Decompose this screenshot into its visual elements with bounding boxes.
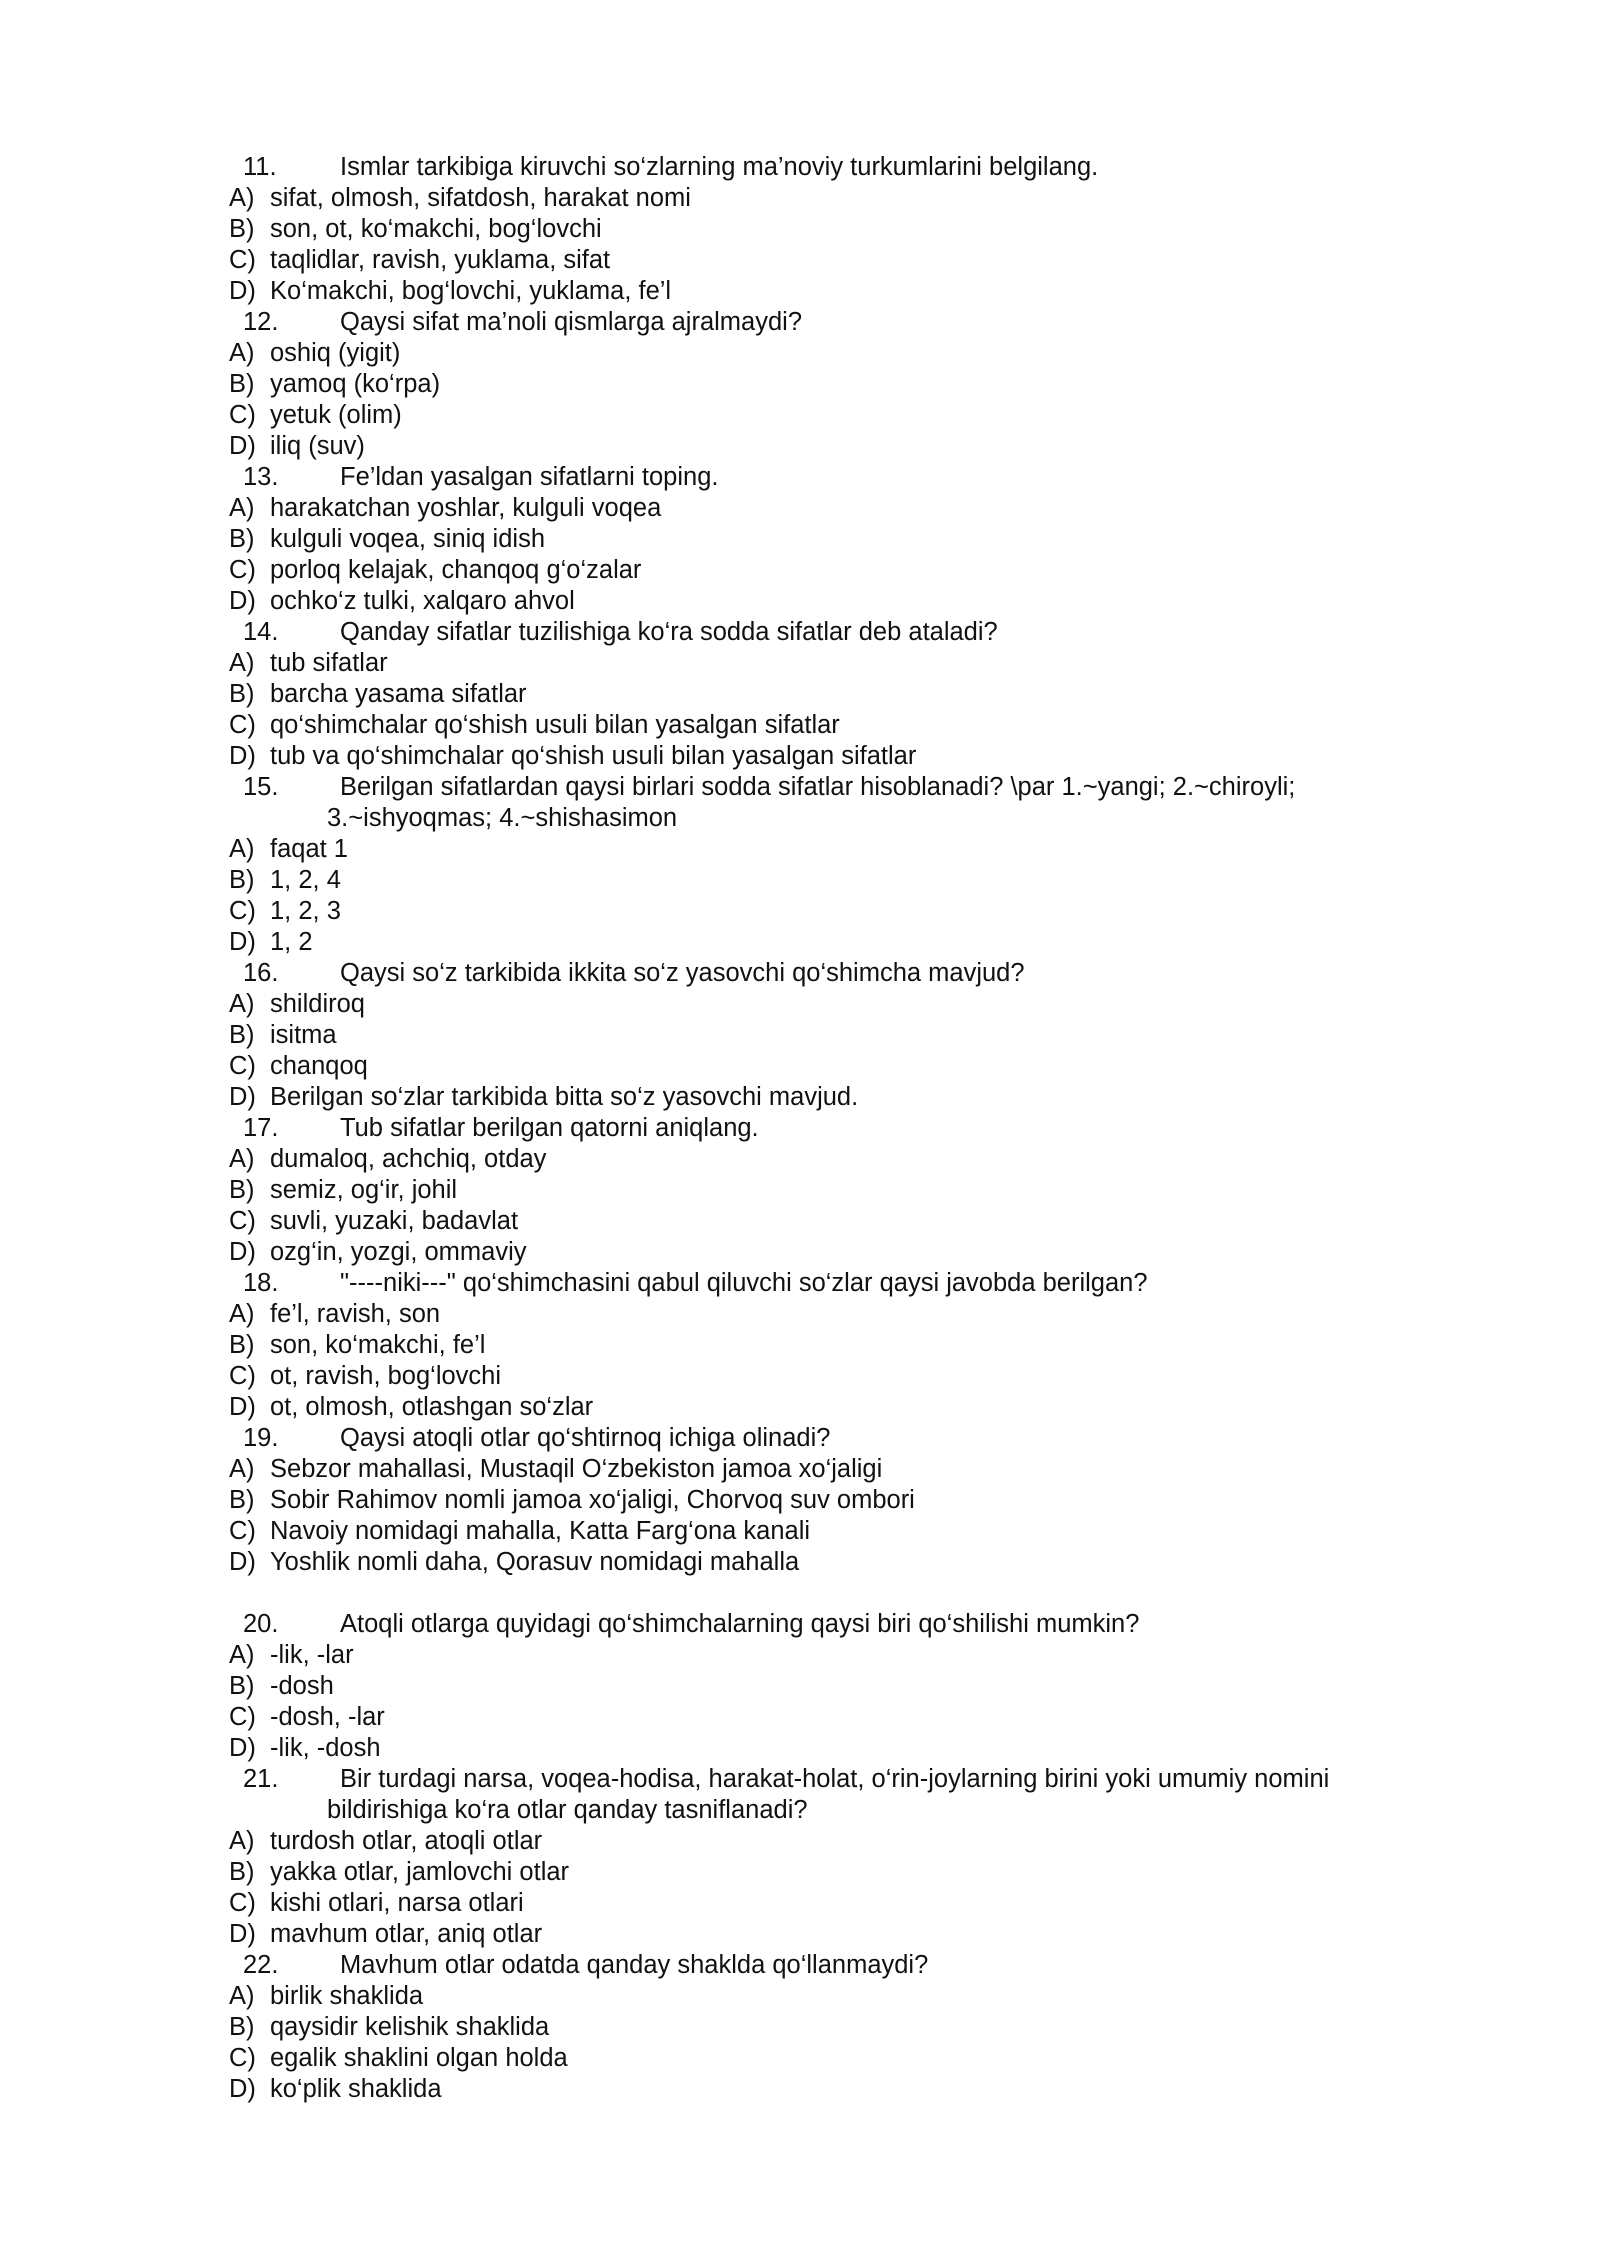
- question-number: 14.: [243, 618, 279, 646]
- question-17: [229, 1113, 1429, 1268]
- option-letter: B): [229, 1858, 255, 1886]
- option-text: fe’l, ravish, son: [270, 1300, 441, 1328]
- option-letter: A): [229, 1300, 255, 1328]
- question-stem: [229, 1423, 1429, 1454]
- option-text: 1, 2, 4: [270, 866, 341, 894]
- question-text-line: Berilgan sifatlardan qaysi birlari sodda sifatlar hisoblanadi? \par 1.~yangi; 2.~chiroyli;: [340, 773, 1296, 801]
- option-text: sifat, olmosh, sifatdosh, harakat nomi: [270, 184, 691, 212]
- answer-option-a: [229, 1640, 1429, 1671]
- option-text: 1, 2: [270, 928, 313, 956]
- question-text-line: Bir turdagi narsa, voqea-hodisa, harakat-holat, o‘rin-joylarning birini yoki umumiy nomini: [340, 1765, 1330, 1793]
- option-letter: A): [229, 1827, 255, 1855]
- answer-option-d: [229, 2074, 1429, 2105]
- option-letter: D): [229, 1238, 256, 1266]
- question-text-continuation: bildirishiga ko‘ra otlar qanday tasniflanadi?: [327, 1796, 808, 1824]
- question-text-line: Tub sifatlar berilgan qatorni aniqlang.: [340, 1114, 759, 1142]
- option-letter: B): [229, 370, 255, 398]
- option-letter: D): [229, 1083, 256, 1111]
- question-number: 21.: [243, 1765, 279, 1793]
- answer-option-b: [229, 1330, 1429, 1361]
- option-text: ochko‘z tulki, xalqaro ahvol: [270, 587, 575, 615]
- option-text: Berilgan so‘zlar tarkibida bitta so‘z yasovchi mavjud.: [270, 1083, 859, 1111]
- answer-option-b: [229, 865, 1429, 896]
- option-letter: A): [229, 990, 255, 1018]
- option-text: Sobir Rahimov nomli jamoa xo‘jaligi, Chorvoq suv ombori: [270, 1486, 915, 1514]
- question-16: [229, 958, 1429, 1113]
- test-document: [229, 152, 1429, 2105]
- question-text-line: "----niki---" qo‘shimchasini qabul qiluvchi so‘zlar qaysi javobda berilgan?: [340, 1269, 1148, 1297]
- question-22: [229, 1950, 1429, 2105]
- question-number: 15.: [243, 773, 279, 801]
- question-21: [229, 1764, 1429, 1950]
- question-text-line: Qaysi so‘z tarkibida ikkita so‘z yasovchi qo‘shimcha mavjud?: [340, 959, 1025, 987]
- option-letter: C): [229, 1207, 256, 1235]
- question-number: 16.: [243, 959, 279, 987]
- answer-option-a: [229, 1981, 1429, 2012]
- answer-option-c: [229, 1361, 1429, 1392]
- option-letter: A): [229, 339, 255, 367]
- option-letter: C): [229, 1889, 256, 1917]
- option-text: harakatchan yoshlar, kulguli voqea: [270, 494, 662, 522]
- question-text: [340, 1423, 1429, 1454]
- question-number: 18.: [243, 1269, 279, 1297]
- question-19: [229, 1423, 1429, 1578]
- answer-option-d: [229, 741, 1429, 772]
- answer-option-c: [229, 1702, 1429, 1733]
- question-number: 13.: [243, 463, 279, 491]
- answer-option-b: [229, 369, 1429, 400]
- question-text: [340, 462, 1429, 493]
- question-stem: [229, 1764, 1429, 1826]
- answer-option-d: [229, 276, 1429, 307]
- answer-option-a: [229, 1454, 1429, 1485]
- question-text-line: Qaysi atoqli otlar qo‘shtirnoq ichiga olinadi?: [340, 1424, 831, 1452]
- option-text: son, ot, ko‘makchi, bog‘lovchi: [270, 215, 602, 243]
- option-letter: B): [229, 1672, 255, 1700]
- option-letter: A): [229, 1455, 255, 1483]
- option-letter: B): [229, 1331, 255, 1359]
- option-text: Ko‘makchi, bog‘lovchi, yuklama, fe’l: [270, 277, 672, 305]
- answer-option-a: [229, 989, 1429, 1020]
- answer-option-d: [229, 1082, 1429, 1113]
- answer-option-d: [229, 1919, 1429, 1950]
- question-stem: [229, 772, 1429, 834]
- option-text: suvli, yuzaki, badavlat: [270, 1207, 519, 1235]
- question-number: 11.: [243, 153, 277, 181]
- option-text: son, ko‘makchi, fe’l: [270, 1331, 486, 1359]
- option-text: tub va qo‘shimchalar qo‘shish usuli bilan yasalgan sifatlar: [270, 742, 917, 770]
- option-text: birlik shaklida: [270, 1982, 424, 2010]
- option-text: tub sifatlar: [270, 649, 388, 677]
- option-text: qo‘shimchalar qo‘shish usuli bilan yasalgan sifatlar: [270, 711, 840, 739]
- answer-option-d: [229, 1733, 1429, 1764]
- answer-option-a: [229, 183, 1429, 214]
- question-stem: [229, 1113, 1429, 1144]
- option-letter: D): [229, 277, 256, 305]
- answer-option-c: [229, 400, 1429, 431]
- answer-option-a: [229, 338, 1429, 369]
- question-text-line: Fe’ldan yasalgan sifatlarni toping.: [340, 463, 719, 491]
- option-letter: C): [229, 1703, 256, 1731]
- answer-option-d: [229, 1547, 1429, 1578]
- option-letter: A): [229, 184, 255, 212]
- option-text: barcha yasama sifatlar: [270, 680, 527, 708]
- answer-option-a: [229, 493, 1429, 524]
- answer-option-c: [229, 1516, 1429, 1547]
- option-letter: C): [229, 2044, 256, 2072]
- option-text: yamoq (ko‘rpa): [270, 370, 441, 398]
- option-text: isitma: [270, 1021, 337, 1049]
- question-text: [327, 772, 1429, 834]
- option-text: -dosh, -lar: [270, 1703, 385, 1731]
- question-18: [229, 1268, 1429, 1423]
- option-letter: B): [229, 1176, 255, 1204]
- option-text: mavhum otlar, aniq otlar: [270, 1920, 543, 1948]
- question-11: [229, 152, 1429, 307]
- option-text: 1, 2, 3: [270, 897, 341, 925]
- answer-option-b: [229, 1485, 1429, 1516]
- question-number: 20.: [243, 1610, 279, 1638]
- question-text-line: Qanday sifatlar tuzilishiga ko‘ra sodda sifatlar deb ataladi?: [340, 618, 998, 646]
- option-text: ko‘plik shaklida: [270, 2075, 442, 2103]
- option-text: kishi otlari, narsa otlari: [270, 1889, 524, 1917]
- option-text: qaysidir kelishik shaklida: [270, 2013, 550, 2041]
- question-stem: [229, 1268, 1429, 1299]
- question-text-line: Mavhum otlar odatda qanday shaklda qo‘llanmaydi?: [340, 1951, 929, 1979]
- answer-option-d: [229, 586, 1429, 617]
- option-letter: A): [229, 1982, 255, 2010]
- answer-option-a: [229, 1144, 1429, 1175]
- option-letter: D): [229, 928, 256, 956]
- option-text: semiz, og‘ir, johil: [270, 1176, 458, 1204]
- option-letter: C): [229, 401, 256, 429]
- question-text-line: Ismlar tarkibiga kiruvchi so‘zlarning ma’noviy turkumlarini belgilang.: [340, 153, 1099, 181]
- answer-option-b: [229, 524, 1429, 555]
- option-letter: A): [229, 494, 255, 522]
- answer-option-b: [229, 1020, 1429, 1051]
- question-stem: [229, 462, 1429, 493]
- option-text: turdosh otlar, atoqli otlar: [270, 1827, 543, 1855]
- question-text: [340, 152, 1429, 183]
- option-letter: D): [229, 432, 256, 460]
- option-letter: C): [229, 556, 256, 584]
- answer-option-a: [229, 1826, 1429, 1857]
- question-20: [229, 1609, 1429, 1764]
- answer-option-a: [229, 834, 1429, 865]
- option-text: -dosh: [270, 1672, 334, 1700]
- option-text: ot, olmosh, otlashgan so‘zlar: [270, 1393, 594, 1421]
- option-letter: A): [229, 1145, 255, 1173]
- option-letter: D): [229, 2075, 256, 2103]
- question-number: 19.: [243, 1424, 279, 1452]
- answer-option-c: [229, 710, 1429, 741]
- answer-option-d: [229, 927, 1429, 958]
- option-text: yakka otlar, jamlovchi otlar: [270, 1858, 570, 1886]
- option-text: chanqoq: [270, 1052, 368, 1080]
- answer-option-c: [229, 555, 1429, 586]
- answer-option-c: [229, 2043, 1429, 2074]
- question-number: 12.: [243, 308, 279, 336]
- option-text: porloq kelajak, chanqoq g‘o‘zalar: [270, 556, 642, 584]
- question-stem: [229, 958, 1429, 989]
- question-text: [340, 1268, 1429, 1299]
- option-text: dumaloq, achchiq, otday: [270, 1145, 547, 1173]
- option-text: iliq (suv): [270, 432, 365, 460]
- question-12: [229, 307, 1429, 462]
- question-15: [229, 772, 1429, 958]
- question-text: [340, 307, 1429, 338]
- question-text: [340, 1113, 1429, 1144]
- option-letter: A): [229, 1641, 255, 1669]
- answer-option-b: [229, 2012, 1429, 2043]
- option-text: ot, ravish, bog‘lovchi: [270, 1362, 502, 1390]
- answer-option-b: [229, 1857, 1429, 1888]
- option-letter: C): [229, 1362, 256, 1390]
- answer-option-b: [229, 214, 1429, 245]
- question-stem: [229, 617, 1429, 648]
- option-text: Navoiy nomidagi mahalla, Katta Farg‘ona kanali: [270, 1517, 811, 1545]
- option-letter: C): [229, 711, 256, 739]
- answer-option-b: [229, 1671, 1429, 1702]
- option-text: taqlidlar, ravish, yuklama, sifat: [270, 246, 611, 274]
- answer-option-c: [229, 1888, 1429, 1919]
- option-text: yetuk (olim): [270, 401, 402, 429]
- option-letter: C): [229, 1517, 256, 1545]
- option-letter: D): [229, 1734, 256, 1762]
- question-text-line: Atoqli otlarga quyidagi qo‘shimchalarning qaysi biri qo‘shilishi mumkin?: [340, 1610, 1140, 1638]
- option-letter: A): [229, 835, 255, 863]
- question-stem: [229, 1950, 1429, 1981]
- option-letter: C): [229, 1052, 256, 1080]
- option-letter: C): [229, 246, 256, 274]
- option-text: -lik, -lar: [270, 1641, 354, 1669]
- option-text: egalik shaklini olgan holda: [270, 2044, 568, 2072]
- option-letter: B): [229, 525, 255, 553]
- answer-option-c: [229, 1206, 1429, 1237]
- answer-option-d: [229, 1392, 1429, 1423]
- option-letter: B): [229, 1021, 255, 1049]
- answer-option-c: [229, 896, 1429, 927]
- question-14: [229, 617, 1429, 772]
- option-letter: A): [229, 649, 255, 677]
- option-letter: B): [229, 680, 255, 708]
- answer-option-c: [229, 245, 1429, 276]
- option-text: oshiq (yigit): [270, 339, 401, 367]
- option-letter: B): [229, 2013, 255, 2041]
- answer-option-d: [229, 1237, 1429, 1268]
- question-text: [340, 958, 1429, 989]
- option-letter: B): [229, 1486, 255, 1514]
- answer-option-c: [229, 1051, 1429, 1082]
- option-text: -lik, -dosh: [270, 1734, 381, 1762]
- answer-option-b: [229, 679, 1429, 710]
- option-letter: D): [229, 1920, 256, 1948]
- option-text: kulguli voqea, siniq idish: [270, 525, 545, 553]
- option-letter: D): [229, 587, 256, 615]
- option-letter: B): [229, 215, 255, 243]
- question-text-continuation: 3.~ishyoqmas; 4.~shishasimon: [327, 804, 678, 832]
- option-text: Yoshlik nomli daha, Qorasuv nomidagi mahalla: [270, 1548, 800, 1576]
- question-text: [340, 1609, 1429, 1640]
- option-letter: B): [229, 866, 255, 894]
- question-text: [340, 617, 1429, 648]
- question-text: [327, 1764, 1429, 1826]
- answer-option-a: [229, 1299, 1429, 1330]
- option-letter: D): [229, 1548, 256, 1576]
- question-13: [229, 462, 1429, 617]
- question-stem: [229, 152, 1429, 183]
- question-stem: [229, 1609, 1429, 1640]
- option-text: ozg‘in, yozgi, ommaviy: [270, 1238, 527, 1266]
- question-text-line: Qaysi sifat ma’noli qismlarga ajralmaydi?: [340, 308, 803, 336]
- answer-option-d: [229, 431, 1429, 462]
- option-letter: D): [229, 1393, 256, 1421]
- question-number: 17.: [243, 1114, 279, 1142]
- option-text: shildiroq: [270, 990, 365, 1018]
- answer-option-b: [229, 1175, 1429, 1206]
- blank-line: [229, 1578, 1429, 1609]
- option-text: faqat 1: [270, 835, 348, 863]
- option-letter: C): [229, 897, 256, 925]
- option-letter: D): [229, 742, 256, 770]
- answer-option-a: [229, 648, 1429, 679]
- question-number: 22.: [243, 1951, 279, 1979]
- question-text: [340, 1950, 1429, 1981]
- option-text: Sebzor mahallasi, Mustaqil O‘zbekiston jamoa xo‘jaligi: [270, 1455, 883, 1483]
- question-stem: [229, 307, 1429, 338]
